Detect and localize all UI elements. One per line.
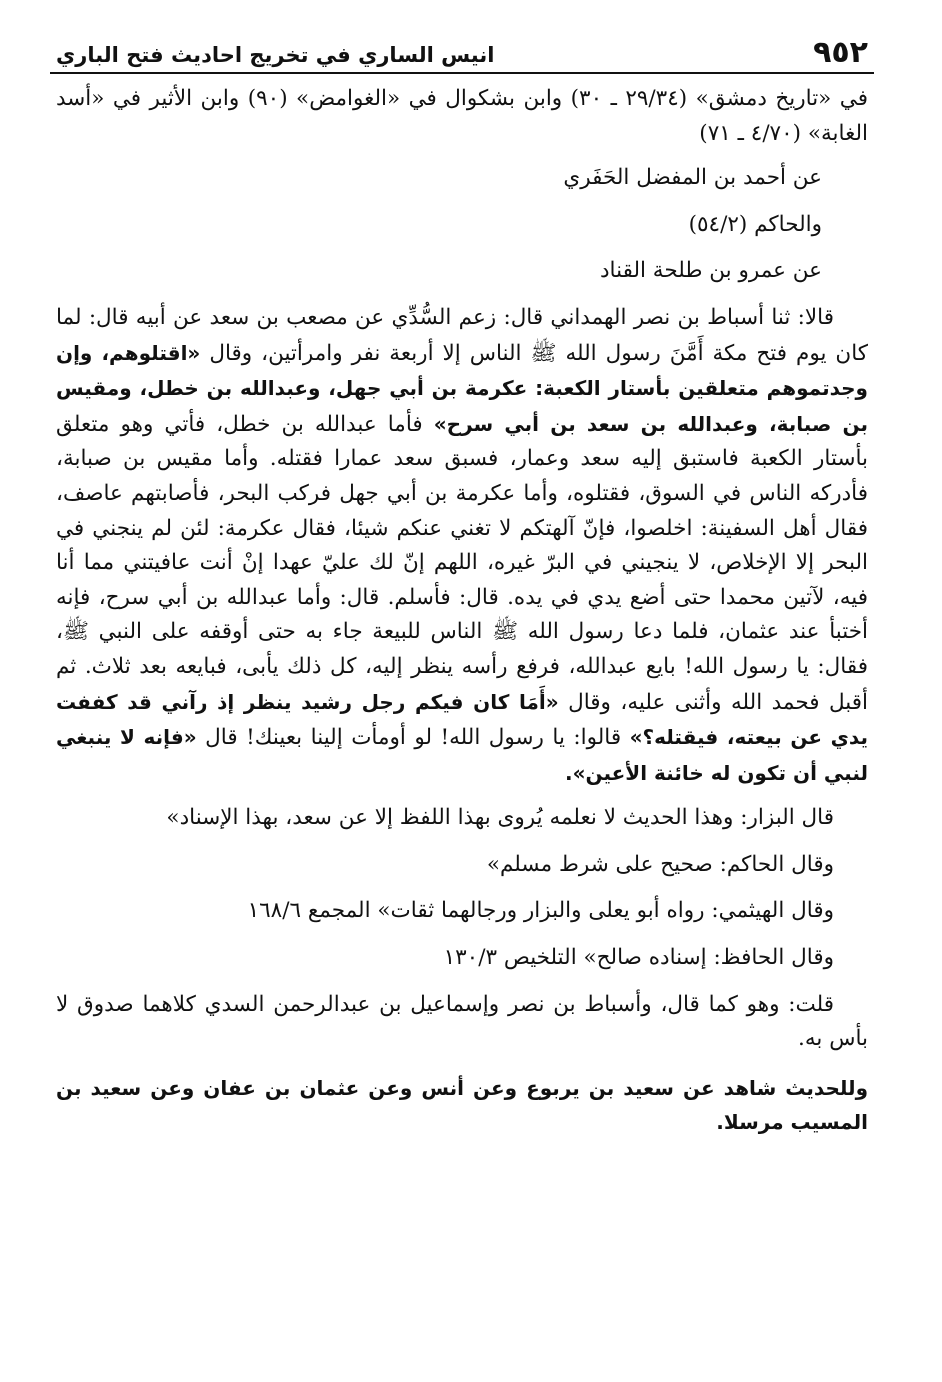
page-number: ٩٥٢	[813, 35, 868, 70]
book-page	[50, 36, 874, 1346]
hadith-quote-1: «اقتلوهم، وإن وجدتموهم متعلقين بأستار الكعبة: عكرمة بن أبي جهل، وعبدالله بن خطل، ومقيس بن صبابة، وعبدالله بن سعد بن أبي سرح»	[56, 340, 868, 436]
supporting-narrations: وللحديث شاهد عن سعيد بن يربوع وعن أنس وعن عثمان بن عفان وعن سعيد بن المسيب مرسلا.	[56, 1075, 868, 1135]
page-body	[50, 74, 874, 1140]
page-header	[50, 36, 874, 74]
hadith-text-1: قالا: ثنا أسباط بن نصر الهمداني قال: زعم السُّدِّي عن مصعب بن سعد عن أبيه قال: لما كان يوم فتح مكة أَمَّنَ رسول الله ﷺ الناس إلا أربعة نفر وامرأتين، وقال	[56, 304, 868, 366]
author-remark: قلت: وهو كما قال، وأسباط بن نصر وإسماعيل بن عبدالرحمن السدي كلاهما صدوق لا بأس به.	[56, 991, 868, 1052]
hafiz-comment: وقال الحافظ: إسناده صالح» التلخيص ١٣٠/٣	[443, 945, 834, 971]
hakim-comment: وقال الحاكم: صحيح على شرط مسلم»	[486, 851, 834, 877]
citation-paragraph: في «تاريخ دمشق» (٢٩/٣٤ ـ ٣٠) وابن بشكوال في «الغوامض» (٩٠) وابن الأثير في «أسد الغابة» (٤/٧٠ ـ ٧١)	[56, 86, 868, 146]
hadith-text-3: قالوا: يا رسول الله! لو أومأت إلينا بعينك! قال	[196, 725, 630, 751]
running-title: انيس الساري في تخريج احاديث فتح الباري	[56, 43, 495, 67]
hadith-quote-3: «فإنه لا ينبغي لنبي أن تكون له خائنة الأعين».	[56, 725, 868, 785]
hadith-text-2: فأما عبدالله بن خطل، فأتي وهو متعلق بأستار الكعبة فاستبق إليه سعد وعمار، فسبق سعد عمارا فقتله. وأما مقيس بن صبابة، فأدركه الناس في السوق، فقتلوه، وأما عكرمة بن أبي جهل فركب البحر، فأصابتهم عاصف، فقال أهل السفينة: اخلصوا، فإنّ آلهتكم لا تغني عنكم شيئا، فقال عكرمة: لئن لم ينجني في البحر إلا الإخلاص، لا ينجيني في البرّ غيره، اللهم إنّ لك عليّ عهدا إنْ أنت عافيتني مما أنا فيه، لآتين محمدا حتى أضع يدي في يده. قال: فأسلم. قال: وأما عبدالله بن أبي سرح، فإنه أختبأ عند عثمان، فلما دعا رسول الله ﷺ الناس للبيعة جاء به حتى أوقفه على النبي ﷺ، فقال: يا رسول الله! بايع عبدالله، فرفع رأسه ينظر إليه، كل ذلك يأبى، فبايعه بعد ثلاث. ثم أقبل فحمد الله وأثنى عليه، وقال	[56, 411, 869, 715]
narrator-line-ahmad: عن أحمد بن المفضل الحَفَري	[563, 165, 822, 191]
hadith-paragraph	[56, 301, 868, 791]
bazzar-comment: قال البزار: وهذا الحديث لا نعلمه يُروى بهذا اللفظ إلا عن سعد، بهذا الإسناد»	[166, 805, 834, 831]
haythami-comment: وقال الهيثمي: رواه أبو يعلى والبزار ورجالهما ثقات» المجمع ١٦٨/٦	[247, 898, 834, 924]
narrator-line-hakim: والحاكم (٥٤/٢)	[688, 211, 822, 237]
narrator-line-amr: عن عمرو بن طلحة القناد	[599, 258, 822, 284]
hadith-quote-2: «أَمَا كان فيكم رجل رشيد ينظر إذ رآني قد كففت يدي عن بيعته، فيقتله؟»	[56, 689, 868, 750]
